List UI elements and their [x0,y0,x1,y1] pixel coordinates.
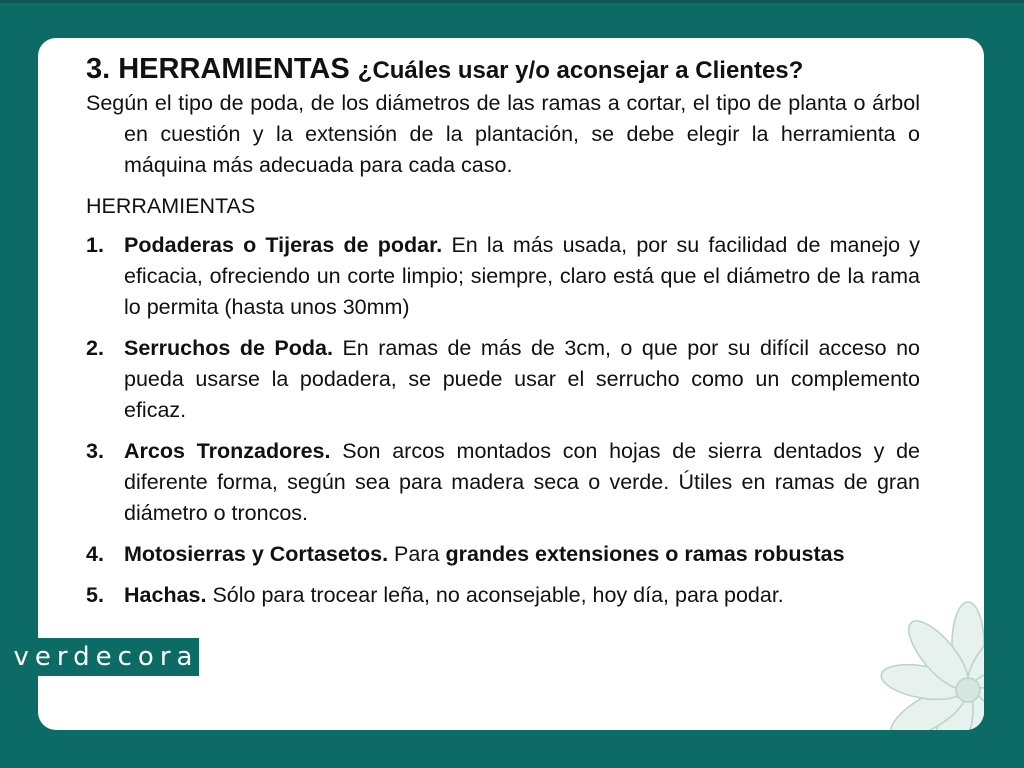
intro-paragraph: Según el tipo de poda, de los diámetros de las ramas a cortar, el tipo de planta o árbol en cuestión y la extensión de la plantación, se debe elegir la herramienta o máquina más adecuada para cada caso. [86,91,920,177]
slide-content [86,52,920,621]
item-bold: Podaderas o Tijeras de podar. [124,233,443,257]
item-bold: Serruchos de Poda. [124,336,333,360]
item-text [124,436,920,529]
item-number: 5. [86,583,104,607]
item-text [124,230,920,323]
item-text [124,333,920,426]
list-item [86,539,920,570]
top-border [0,0,1024,3]
item-body: Sólo para trocear leña, no aconsejable, hoy día, para podar. [206,583,784,607]
item-body: En ramas de más de 3cm, o que por su difícil acceso no pueda usarse la podadera, se puede usar el serrucho como un complemento eficaz. [124,336,920,422]
list-item [86,333,920,426]
item-body: Para [388,542,446,566]
item-text [124,539,920,570]
item-body: Son arcos montados con hojas de sierra dentados y de diferente forma, según sea para madera seca o verde. Útiles en ramas de gran diámetro o troncos. [124,439,920,525]
item-number: 3. [86,439,104,463]
item-bold: Motosierras y Cortasetos. [124,542,389,566]
item-body: En la más usada, por su facilidad de manejo y eficacia, ofreciendo un corte limpio; siempre, claro está que el diámetro de la rama lo permita (hasta unos 30mm) [124,233,921,319]
item-bold: Arcos Tronzadores. [124,439,331,463]
item-text [124,580,920,611]
verdecora-logo: verdecora [13,638,199,676]
item-number: 4. [86,542,104,566]
slide-panel [38,38,984,730]
item-number: 1. [86,233,104,257]
list-item [86,436,920,529]
slide-title [86,52,920,88]
title-question: ¿Cuáles usar y/o aconsejar a Clientes? [357,57,804,84]
list-item [86,580,920,611]
section-heading: HERRAMIENTAS [86,194,256,218]
item-bold: Hachas. [124,583,207,607]
list-item [86,230,920,323]
flower-icon [868,598,984,730]
item-number: 2. [86,336,104,360]
title-number: 3. HERRAMIENTAS [86,53,350,85]
item-bold-2: grandes extensiones o ramas robustas [445,542,845,566]
